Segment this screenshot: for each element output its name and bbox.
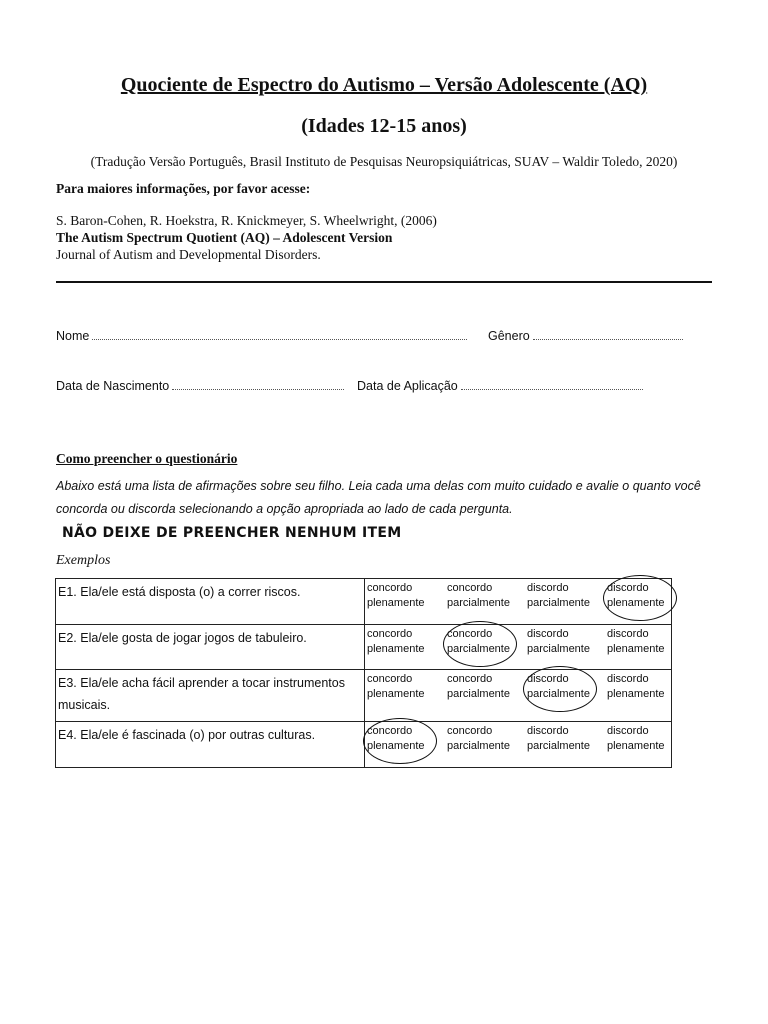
answer-option-line1: concordo: [367, 725, 413, 737]
selection-circle: [363, 718, 437, 764]
answer-option-line2: plenamente: [607, 597, 665, 609]
answer-option-line1: discordo: [527, 725, 569, 737]
answer-option-line2: parcialmente: [527, 597, 590, 609]
birth-date-blank[interactable]: [172, 380, 344, 390]
answer-option[interactable]: [447, 724, 510, 754]
answer-option-line1: discordo: [607, 673, 649, 685]
divider: [56, 281, 712, 283]
answer-option-line2: parcialmente: [527, 688, 590, 700]
example-question: E3. Ela/ele acha fácil aprender a tocar instrumentos musicais.: [56, 670, 365, 722]
answer-option-line1: concordo: [447, 673, 493, 685]
examples-table: [55, 578, 672, 768]
answer-option[interactable]: [607, 724, 665, 754]
answer-option-line2: plenamente: [607, 688, 665, 700]
reference-journal: Journal of Autism and Developmental Disorders.: [56, 247, 321, 262]
gender-label: Gênero: [488, 329, 530, 343]
example-options: [365, 722, 672, 768]
answer-option-line1: concordo: [367, 628, 413, 640]
answer-option-line1: concordo: [447, 582, 493, 594]
answer-option[interactable]: [367, 627, 425, 657]
answer-option-line2: plenamente: [367, 597, 425, 609]
example-row: [56, 579, 672, 625]
answer-option-line2: parcialmente: [527, 740, 590, 752]
answer-option-line2: parcialmente: [527, 643, 590, 655]
answer-option[interactable]: [527, 724, 590, 754]
application-date-field[interactable]: [357, 379, 643, 393]
answer-option-line1: concordo: [367, 582, 413, 594]
answer-option[interactable]: [527, 581, 590, 611]
example-question: E2. Ela/ele gosta de jogar jogos de tabuleiro.: [56, 625, 365, 670]
answer-option-line2: plenamente: [607, 643, 665, 655]
selection-circle: [523, 666, 597, 712]
warning-text: NÃO DEIXE DE PREENCHER NENHUM ITEM: [62, 525, 402, 541]
answer-option-line1: concordo: [447, 628, 493, 640]
answer-option-line2: plenamente: [607, 740, 665, 752]
name-field[interactable]: [56, 329, 467, 343]
answer-option-line1: discordo: [527, 582, 569, 594]
answer-option-line2: plenamente: [367, 688, 425, 700]
birth-date-label: Data de Nascimento: [56, 379, 170, 393]
translation-note: (Tradução Versão Português, Brasil Instituto de Pesquisas Neuropsiquiátricas, SUAV – Waldir Toledo, 2020): [90, 154, 678, 169]
instructions-text: Abaixo está uma lista de afirmações sobre seu filho. Leia cada uma delas com muito cuidado e avalie o quanto você concorda ou discorda selecionando a opção apropriada ao lado de cada pergunta.: [56, 479, 701, 516]
answer-option[interactable]: [367, 581, 425, 611]
example-options: [365, 625, 672, 670]
example-row: [56, 722, 672, 768]
answer-option-line1: discordo: [527, 673, 569, 685]
selection-circle: [443, 621, 517, 667]
example-question: E1. Ela/ele está disposta (o) a correr riscos.: [56, 579, 365, 625]
application-date-label: Data de Aplicação: [357, 379, 458, 393]
selection-circle: [603, 575, 677, 621]
gender-blank[interactable]: [533, 330, 683, 340]
answer-option-line2: plenamente: [367, 740, 425, 752]
example-row: [56, 670, 672, 722]
name-blank[interactable]: [92, 330, 467, 340]
answer-option-line1: discordo: [527, 628, 569, 640]
answer-option-line1: discordo: [607, 628, 649, 640]
answer-option-line2: parcialmente: [447, 643, 510, 655]
more-info-label: Para maiores informações, por favor acesse:: [56, 181, 311, 196]
example-row: [56, 625, 672, 670]
answer-option-line2: parcialmente: [447, 597, 510, 609]
answer-option[interactable]: [447, 581, 510, 611]
answer-option-line1: concordo: [447, 725, 493, 737]
answer-option-line1: concordo: [367, 673, 413, 685]
gender-field[interactable]: [488, 329, 683, 343]
answer-option-line2: parcialmente: [447, 688, 510, 700]
answer-option-line1: discordo: [607, 725, 649, 737]
answer-option[interactable]: [447, 672, 510, 702]
example-question: E4. Ela/ele é fascinada (o) por outras culturas.: [56, 722, 365, 768]
reference-authors: S. Baron-Cohen, R. Hoekstra, R. Knickmeyer, S. Wheelwright, (2006): [56, 213, 437, 228]
name-label: Nome: [56, 329, 90, 343]
examples-label: Exemplos: [56, 553, 111, 568]
answer-option-line1: discordo: [607, 582, 649, 594]
example-options: [365, 579, 672, 625]
answer-option-line2: parcialmente: [447, 740, 510, 752]
example-options: [365, 670, 672, 722]
answer-option[interactable]: [527, 627, 590, 657]
birth-date-field[interactable]: [56, 379, 344, 393]
reference-title: The Autism Spectrum Quotient (AQ) – Adolescent Version: [56, 230, 393, 245]
answer-option-line2: plenamente: [367, 643, 425, 655]
age-range-subtitle: (Idades 12-15 anos): [301, 115, 467, 137]
answer-option[interactable]: [367, 672, 425, 702]
answer-option[interactable]: [607, 672, 665, 702]
page-title: Quociente de Espectro do Autismo – Versão Adolescente (AQ): [120, 74, 648, 96]
application-date-blank[interactable]: [461, 380, 643, 390]
answer-option[interactable]: [607, 627, 665, 657]
instructions-heading: Como preencher o questionário: [56, 451, 238, 466]
